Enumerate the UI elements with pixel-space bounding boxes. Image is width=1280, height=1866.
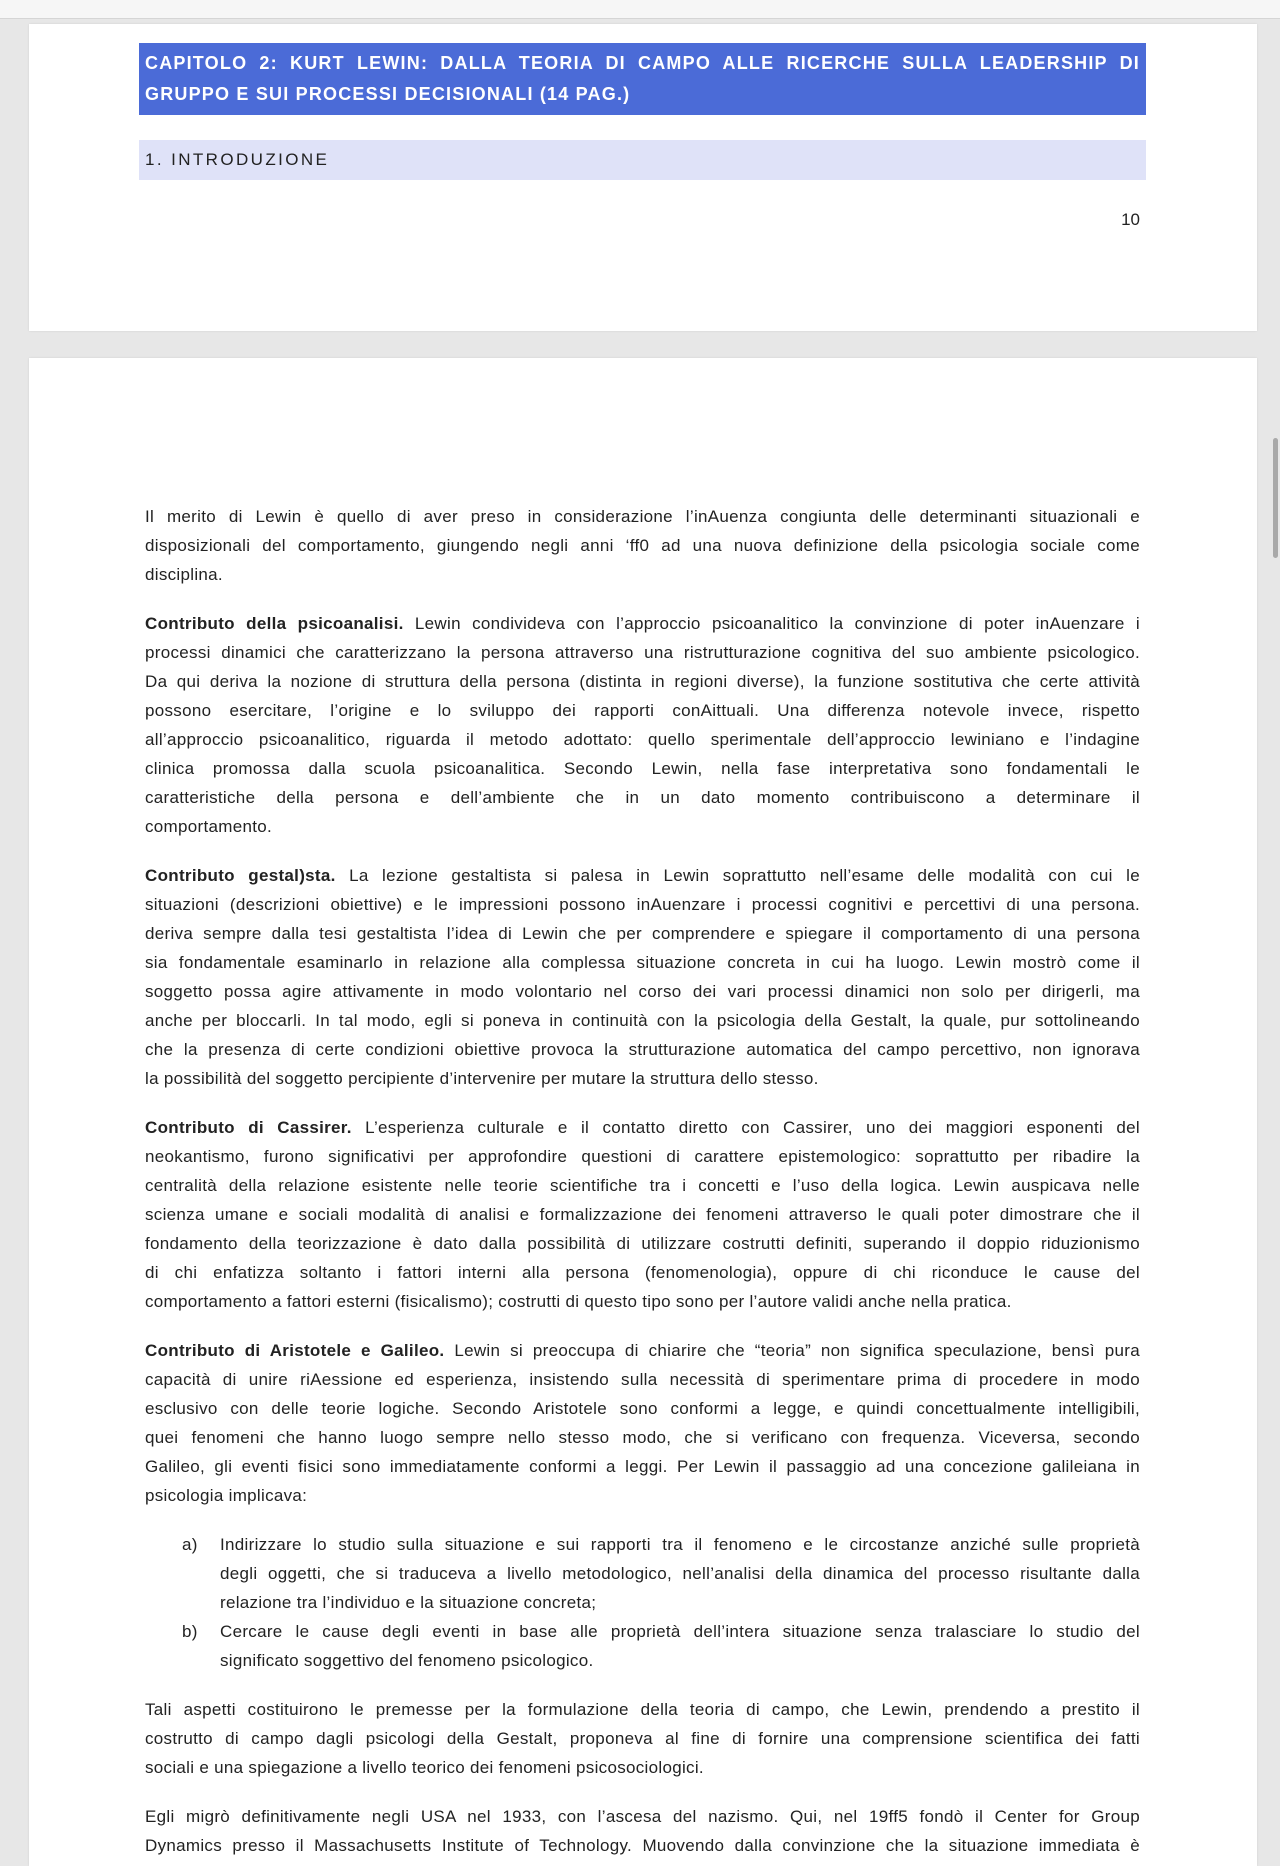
viewer-top-strip — [0, 0, 1280, 19]
paragraph-lead: Contributo della psicoanalisi. — [145, 614, 404, 633]
text-line: comportamento a fattori esterni (fisicalismo); costrutti di questo tipo sono per l’autore validi anche nella pratica. — [145, 1292, 1012, 1311]
vertical-scrollbar-thumb[interactable] — [1273, 438, 1278, 558]
text-line-rest: La lezione gestaltista si palesa in Lewin soprattutto nell’esame delle modalità con cui le — [349, 866, 1140, 885]
paragraph-lead: Contributo di Cassirer. — [145, 1118, 352, 1137]
text-line: comportamento. — [145, 817, 273, 836]
paragraph-emigration — [145, 1802, 1140, 1860]
text-line: Il merito di Lewin è quello di aver preso in considerazione l’inAuenza congiunta delle determinanti situazionali e — [145, 507, 1140, 526]
section-heading: 1. INTRODUZIONE — [139, 140, 1146, 180]
paragraph-psicoanalisi — [145, 609, 1140, 841]
paragraph-cassirer — [145, 1113, 1140, 1316]
text-line: quei fenomeni che hanno luogo sempre nello stesso modo, che si verificano con frequenza. Viceversa, secondo — [145, 1428, 1140, 1447]
text-line: di chi enfatizza soltanto i fattori interni alla persona (fenomenologia), oppure di chi riconduce le cause del — [145, 1263, 1140, 1282]
text-line: Egli migrò definitivamente negli USA nel 1933, con l’ascesa del nazismo. Qui, nel 19ff5 fondò il Center for Group — [145, 1807, 1140, 1826]
text-line: Indirizzare lo studio sulla situazione e sui rapporti tra il fenomeno e le circostanze anziché sulle proprietà — [220, 1535, 1140, 1554]
paragraph-aristotele-galileo — [145, 1336, 1140, 1510]
text-line — [145, 609, 1140, 638]
text-line: costrutto di campo dagli psicologi della Gestalt, proponeva al fine di fornire una comprensione scientifica dei fatti — [145, 1729, 1140, 1748]
text-line: processi dinamici che caratterizzano la persona attraverso una ristrutturazione cognitiva del suo ambiente psicologico. — [145, 643, 1140, 662]
page-number: 10 — [1121, 210, 1140, 229]
text-line: fondamento della teorizzazione è dato dalla possibilità di utilizzare costrutti definiti, superando il doppio riduzionismo — [145, 1234, 1140, 1253]
text-line: disciplina. — [145, 565, 223, 584]
text-line: scienza umane e sociali modalità di analisi e formalizzazione dei fenomeni attraverso le quali poter dimostrare che il — [145, 1205, 1140, 1224]
text-line: Dynamics presso il Massachusetts Institute of Technology. Muovendo dalla convinzione che la situazione immediata è — [145, 1836, 1140, 1855]
chapter-heading — [139, 43, 1146, 115]
text-line: disposizionali del comportamento, giungendo negli anni ‘ff0 ad una nuova definizione della psicologia sociale come — [145, 536, 1140, 555]
body-text — [145, 502, 1140, 1860]
chapter-heading-line: GRUPPO E SUI PROCESSI DECISIONALI (14 PAG.) — [145, 84, 631, 104]
text-line: capacità di unire riAessione ed esperienza, insistendo sulla necessità di sperimentare prima di procedere in modo — [145, 1370, 1140, 1389]
list-marker: b) — [182, 1622, 198, 1641]
list-galilean-implications — [145, 1530, 1140, 1675]
text-line: la possibilità del soggetto percipiente d’intervenire per mutare la struttura dello stesso. — [145, 1069, 819, 1088]
text-line: deriva sempre dalla tesi gestaltista l’idea di Lewin che per comprendere e spiegare il comportamento di una persona — [145, 924, 1140, 943]
text-line: soggetto possa agire attivamente in modo volontario nel corso dei vari processi dinamici non solo per dirigerli, ma — [145, 982, 1140, 1001]
list-item-a — [182, 1530, 1140, 1617]
text-line: possono esercitare, l’origine e lo sviluppo dei rapporti conAittuali. Una differenza notevole invece, rispetto — [145, 701, 1140, 720]
text-line: anche per bloccarli. In tal modo, egli si poneva in continuità con la psicologia della Gestalt, la quale, pur sottolineando — [145, 1011, 1140, 1030]
text-line: Galileo, gli eventi fisici sono immediatamente conformi a leggi. Per Lewin il passaggio ad una concezione galileiana in — [145, 1457, 1140, 1476]
chapter-heading-line: CAPITOLO 2: KURT LEWIN: DALLA TEORIA DI CAMPO ALLE RICERCHE SULLA LEADERSHIP DI — [145, 53, 1140, 73]
paragraph-intro — [145, 502, 1140, 589]
text-line: esclusivo con delle teorie logiche. Secondo Aristotele sono conformi a legge, e quindi concettualmente intelligibili, — [145, 1399, 1140, 1418]
text-line: situazioni (descrizioni obiettive) e le impressioni possono inAuenzare i processi cognitivi e percettivi di una persona. — [145, 895, 1140, 914]
paragraph-lead: Contributo gestal)sta. — [145, 866, 336, 885]
text-line-rest: Lewin condivideva con l’approccio psicoanalitico la convinzione di poter inAuenzare i — [414, 614, 1141, 633]
document-page-previous — [29, 24, 1257, 331]
list-marker: a) — [182, 1535, 198, 1554]
text-line: Tali aspetti costituirono le premesse per la formulazione della teoria di campo, che Lewin, prendendo a prestito il — [145, 1700, 1140, 1719]
text-line: significato soggettivo del fenomeno psicologico. — [220, 1651, 594, 1670]
text-line-rest: L’esperienza culturale e il contatto diretto con Cassirer, uno dei maggiori esponenti del — [365, 1118, 1140, 1137]
paragraph-gestaltismo — [145, 861, 1140, 1093]
text-line: sociali e una spiegazione a livello teorico dei fenomeni psicosociologici. — [145, 1758, 704, 1777]
text-line — [145, 1336, 1140, 1365]
text-line — [145, 861, 1140, 890]
text-line: sia fondamentale esaminarlo in relazione alla complessa situazione concreta in cui ha luogo. Lewin mostrò come il — [145, 953, 1140, 972]
text-line: psicologia implicava: — [145, 1486, 308, 1505]
text-line: caratteristiche della persona e dell’ambiente che in un dato momento contribuiscono a determinare il — [145, 788, 1140, 807]
text-line: centralità della relazione esistente nelle teorie scientifiche tra i concetti e l’uso della logica. Lewin auspicava nelle — [145, 1176, 1140, 1195]
text-line — [145, 1113, 1140, 1142]
text-line: relazione tra l’individuo e la situazione concreta; — [220, 1593, 597, 1612]
text-line: Cercare le cause degli eventi in base alle proprietà dell’intera situazione senza tralasciare lo studio del — [220, 1622, 1140, 1641]
text-line: che la presenza di certe condizioni obiettive provoca la strutturazione automatica del campo percettivo, non ignorava — [145, 1040, 1140, 1059]
text-line: clinica promossa dalla scuola psicoanalitica. Secondo Lewin, nella fase interpretativa sono fondamentali le — [145, 759, 1140, 778]
text-line: neokantismo, furono significativi per approfondire questioni di carattere epistemologico: soprattutto per ribadire la — [145, 1147, 1140, 1166]
document-page-current — [29, 358, 1257, 1866]
text-line: all’approccio psicoanalitico, riguarda il metodo adottato: quello sperimentale dell’approccio lewiniano e l’indagine — [145, 730, 1140, 749]
text-line-rest: Lewin si preoccupa di chiarire che “teoria” non significa speculazione, bensì pura — [454, 1341, 1140, 1360]
text-line: Da qui deriva la nozione di struttura della persona (distinta in regioni diverse), la funzione sostitutiva che certe attività — [145, 672, 1140, 691]
paragraph-field-theory — [145, 1695, 1140, 1782]
list-item-b — [182, 1617, 1140, 1675]
paragraph-lead: Contributo di Aristotele e Galileo. — [145, 1341, 445, 1360]
text-line: degli oggetti, che si traduceva a livello metodologico, nell’analisi della dinamica del processo risultante dalla — [220, 1564, 1140, 1583]
